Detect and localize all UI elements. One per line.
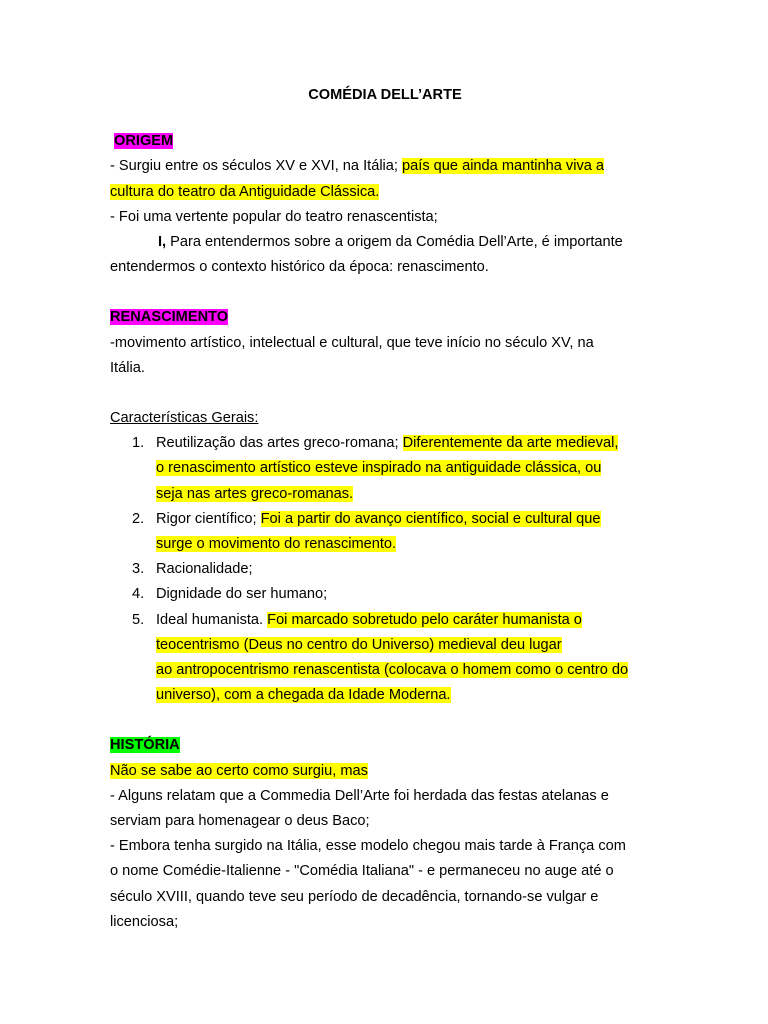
list-number: 2. bbox=[132, 510, 145, 527]
historia-line-1: - Alguns relatam que a Commedia Dell’Arte foi herdada das festas atelanas e bbox=[110, 787, 609, 804]
list-item-text: Rigor científico; bbox=[156, 510, 261, 527]
caracteristicas-heading bbox=[110, 406, 670, 431]
list-item-5-cont-2 bbox=[110, 658, 670, 683]
document-page bbox=[110, 80, 670, 935]
list-item-highlight: Foi marcado sobretudo pelo caráter humanista o bbox=[267, 611, 582, 628]
list-item-highlight: teocentrismo (Deus no centro do Universo) medieval deu lugar bbox=[156, 636, 562, 653]
historia-heading: HISTÓRIA bbox=[110, 737, 180, 754]
historia-line-5: século XVIII, quando teve seu período de decadência, tornando-se vulgar e bbox=[110, 888, 599, 905]
list-item-2 bbox=[110, 507, 670, 532]
list-item-highlight: surge o movimento do renascimento. bbox=[156, 536, 397, 553]
list-item-highlight: seja nas artes greco-romanas. bbox=[156, 485, 354, 502]
list-item-5-cont-1 bbox=[110, 633, 670, 658]
historia-line-2: serviam para homenagear o deus Baco; bbox=[110, 813, 370, 830]
origem-line-3: - Foi uma vertente popular do teatro renascentista; bbox=[110, 208, 438, 225]
list-item-highlight: Diferentemente da arte medieval, bbox=[402, 435, 619, 452]
caracteristicas-heading-text: Características Gerais: bbox=[110, 410, 259, 427]
spacer bbox=[110, 280, 670, 305]
spacer bbox=[110, 708, 670, 733]
list-item-text: Reutilização das artes greco-romana; bbox=[156, 435, 403, 452]
origem-line-2-highlight: cultura do teatro da Antiguidade Clássica. bbox=[110, 183, 380, 200]
historia-line-4: o nome Comédie-Italienne - "Comédia Italiana" - e permaneceu no auge até o bbox=[110, 863, 614, 880]
document-title: COMÉDIA DELL’ARTE bbox=[308, 87, 462, 103]
list-item-highlight: ao antropocentrismo renascentista (colocava o homem como o centro do bbox=[156, 662, 629, 679]
origem-line-1-highlight: país que ainda mantinha viva a bbox=[402, 158, 605, 175]
list-item-highlight: universo), com a chegada da Idade Moderna. bbox=[156, 687, 451, 704]
section-heading-historia bbox=[110, 733, 670, 758]
section-heading-origem bbox=[110, 129, 670, 154]
historia-intro-highlight: Não se sabe ao certo como surgiu, mas bbox=[110, 762, 368, 779]
list-item-text: Racionalidade; bbox=[156, 561, 253, 578]
origem-line-4-mark: I, bbox=[158, 234, 167, 251]
list-number: 5. bbox=[132, 611, 145, 628]
list-item-4 bbox=[110, 582, 670, 607]
list-number: 1. bbox=[132, 435, 145, 452]
list-item-highlight: o renascimento artístico esteve inspirado na antiguidade clássica, ou bbox=[156, 460, 602, 477]
list-item-5 bbox=[110, 608, 670, 633]
list-item-highlight: Foi a partir do avanço científico, social e cultural que bbox=[260, 510, 601, 527]
list-item-5-cont-3 bbox=[110, 683, 670, 708]
origem-line-4-text: Para entendermos sobre a origem da Comédia Dell’Arte, é importante bbox=[166, 234, 623, 251]
origem-line-4 bbox=[110, 230, 670, 255]
renascimento-line-2: Itália. bbox=[110, 359, 145, 376]
renascimento-heading: RENASCIMENTO bbox=[110, 309, 229, 326]
list-item-text: Dignidade do ser humano; bbox=[156, 586, 328, 603]
origem-line-5: entendermos o contexto histórico da época: renascimento. bbox=[110, 259, 489, 276]
list-number: 4. bbox=[132, 586, 145, 603]
historia-intro bbox=[110, 759, 670, 784]
list-item-2-cont-1 bbox=[110, 532, 670, 557]
historia-line-6: licenciosa; bbox=[110, 913, 179, 930]
list-item-1 bbox=[110, 431, 670, 456]
origem-heading: ORIGEM bbox=[114, 133, 174, 150]
list-item-1-cont-2 bbox=[110, 482, 670, 507]
spacer bbox=[110, 381, 670, 406]
list-item-3 bbox=[110, 557, 670, 582]
list-item-1-cont-1 bbox=[110, 456, 670, 481]
list-number: 3. bbox=[132, 561, 145, 578]
origem-line-1-text: - Surgiu entre os séculos XV e XVI, na Itália; bbox=[110, 158, 403, 175]
section-heading-renascimento bbox=[110, 305, 670, 330]
origem-line-2 bbox=[110, 180, 670, 205]
list-item-text: Ideal humanista. bbox=[156, 611, 268, 628]
renascimento-line-1: -movimento artístico, intelectual e cultural, que teve início no século XV, na bbox=[110, 334, 594, 351]
origem-line-1 bbox=[110, 154, 670, 179]
historia-line-3: - Embora tenha surgido na Itália, esse modelo chegou mais tarde à França com bbox=[110, 838, 626, 855]
